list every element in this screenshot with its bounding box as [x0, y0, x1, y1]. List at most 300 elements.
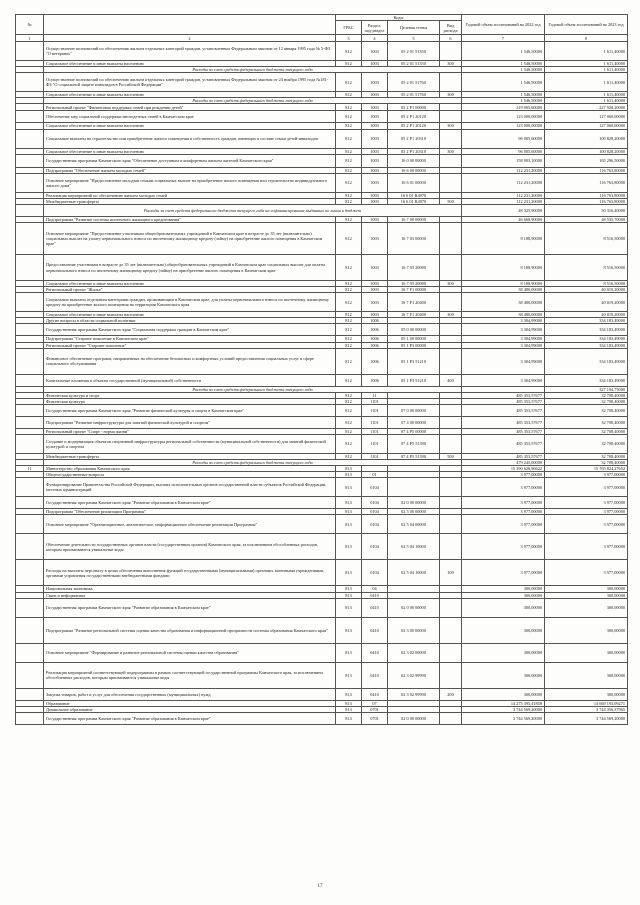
codes-group-header: Коды	[336, 15, 462, 21]
cell-vol2022: 485 353,57677	[462, 453, 545, 459]
cell-vr: 200	[440, 688, 462, 700]
cell-name: Государственная программа Камчатского края "Развитие физической культуры и спорта в Камчатском крае"	[44, 404, 336, 416]
table-row	[16, 129, 628, 148]
cell-grbs: 813	[336, 534, 362, 560]
col-vol2023-header: Годовой объем ассигнований на 2023 год	[545, 15, 628, 35]
cell-vr	[440, 348, 462, 374]
cell-vr	[440, 497, 462, 509]
cell-vol2022: 485 353,57677	[462, 398, 545, 404]
cell-cs: 02 5 00 00000	[388, 509, 440, 515]
cell-razdel: 1003	[362, 198, 388, 204]
cell-vol2022: 3 304,99000	[462, 336, 545, 342]
cell-num	[16, 497, 44, 509]
cell-name: Основное мероприятие "Предоставление участникам общеобразовательных учреждений в Камчатском крае в возрасте до 35 лет (включительно) социальных выплат на уплату первоначального взноса по ипотечному жилищному кредиту (займу) на приобретение жилого помещения в Камчатском крае"	[44, 223, 336, 255]
cell-name: Обеспечение деятельности государственных органов власти (государственных органов) Камчатского края, за исключением обособленных расходов, которым присваиваются уникальные коды	[44, 534, 336, 560]
cell-grbs: 812	[336, 61, 362, 67]
cell-grbs: 813	[336, 643, 362, 662]
cell-name: Социальное обеспечение и иные выплаты населению	[44, 61, 336, 67]
cell-grbs: 813	[336, 515, 362, 534]
cell-cs: 07 4 P5 51390	[388, 453, 440, 459]
cell-cs: 16 6 01 00000	[388, 173, 440, 192]
cell-vol2023: 334 183,49000	[545, 348, 628, 374]
cell-vol2022: 485 353,57677	[462, 392, 545, 398]
cell-vol2023: 3 744 356,37965	[545, 706, 628, 712]
cell-name: Реализация мероприятий соответствующей подпрограммы в рамках соответствующей государственной программы Камчатского края, за исключением обособленных расходов, которым присваиваются уникальные коды	[44, 662, 336, 688]
cell-cs: 02 0 00 00000	[388, 497, 440, 509]
cell-vol2022: 300,00000	[462, 688, 545, 700]
cell-vol2022: 1 546,50000	[462, 42, 545, 61]
cell-grbs: 812	[336, 192, 362, 198]
cell-grbs: 812	[336, 287, 362, 293]
cell-cs: 02 3 02 99990	[388, 662, 440, 688]
cell-cs: 05 1 00 00000	[388, 336, 440, 342]
col-grbs-header: ГРБС	[336, 21, 362, 35]
cell-vol2022: 485 353,57677	[462, 434, 545, 453]
table-row	[16, 662, 628, 688]
cell-name: Реализация мероприятий по обеспечению жильем молодых семей	[44, 192, 336, 198]
cell-vol2023: 127 060,00000	[545, 111, 628, 123]
cell-vol2022: 1 546,50000	[462, 61, 545, 67]
cell-name: Социальное обеспечение и иные выплаты населению	[44, 312, 336, 318]
cell-vol2022: 14 275 395,41858	[462, 700, 545, 706]
cell-vol2022: 123 000,00000	[462, 123, 545, 129]
cell-vol2022: 3 304,99000	[462, 342, 545, 348]
cell-vr	[440, 617, 462, 643]
cell-vol2022: 48 325,90000	[462, 204, 545, 216]
cell-vol2023: 32 708,40000	[545, 428, 628, 434]
cell-vol2022: 38 480,00000	[462, 312, 545, 318]
cell-cs: 05 2 P1 20120	[388, 111, 440, 123]
cell-razdel: 1006	[362, 318, 388, 324]
cell-vol2023: 1 611,40000	[545, 67, 628, 73]
cell-name: Региональный проект "Финансовая поддержка семей при рождении детей"	[44, 104, 336, 111]
cell-razdel: 1003	[362, 255, 388, 281]
cell-vr	[440, 515, 462, 534]
col-name-header	[44, 15, 336, 35]
cell-name: Функционирование Правительства Российской Федерации, высших исполнительных органов государственной власти субъектов Российской Федерации, местных администраций	[44, 478, 336, 497]
cell-grbs: 812	[336, 428, 362, 434]
cell-name: Государственная программа Камчатского края "Обеспечение доступным и комфортным жильем жителей Камчатского края"	[44, 154, 336, 167]
cell-vol2022: 38 480,00000	[462, 287, 545, 293]
cell-cs: 07 4 00 00000	[388, 416, 440, 428]
cell-razdel: 1101	[362, 434, 388, 453]
cell-num	[16, 154, 44, 167]
cell-grbs: 812	[336, 404, 362, 416]
cell-razdel: 0104	[362, 478, 388, 497]
cell-razdel: 1003	[362, 129, 388, 148]
cell-note: Расходы за счет средств федерального бюджета текущего года	[44, 386, 462, 392]
cell-razdel: 04	[362, 586, 388, 592]
table-row	[16, 293, 628, 312]
cell-cs: 16 0 00 00000	[388, 154, 440, 167]
cell-razdel: 1101	[362, 416, 388, 428]
cell-name: Дошкольное образование	[44, 706, 336, 712]
table-row	[16, 434, 628, 453]
cell-cs: 05 1 P3 00000	[388, 342, 440, 348]
cell-vr	[440, 73, 462, 92]
cell-num	[16, 348, 44, 374]
cell-num	[16, 478, 44, 497]
cell-cs: 16 7 03 00000	[388, 223, 440, 255]
cell-cs: 02 5 04 00000	[388, 515, 440, 534]
cell-razdel: 1006	[362, 342, 388, 348]
cell-vr: 300	[440, 61, 462, 67]
cell-razdel: 1003	[362, 293, 388, 312]
cell-razdel: 1101	[362, 404, 388, 416]
cell-vr	[440, 223, 462, 255]
cell-name: Финансовое обеспечение программ, направленных на обеспечение безопасных и комфортных условий предоставления социальных услуг в сфере социального обслуживания	[44, 348, 336, 374]
cell-vol2022: 96 005,60000	[462, 148, 545, 154]
cell-cs: 07 4 P5 51390	[388, 434, 440, 453]
cell-grbs: 813	[336, 688, 362, 700]
cell-cs: 05 0 00 00000	[388, 324, 440, 336]
cell-grbs: 812	[336, 129, 362, 148]
cell-vr	[440, 643, 462, 662]
table-row	[16, 643, 628, 662]
cell-note: Расходы за счет средств федерального бюджета текущего года	[44, 67, 462, 73]
cell-razdel: 11	[362, 392, 388, 398]
cell-cs: 05 2 P1 00000	[388, 104, 440, 111]
cell-grbs: 813	[336, 478, 362, 497]
cell-vol2023: 300,00000	[545, 592, 628, 598]
cell-cs: 05 2 P1 20120	[388, 123, 440, 129]
cell-razdel: 1003	[362, 281, 388, 287]
cell-vol2022: 3 977,00000	[462, 478, 545, 497]
cell-num	[16, 598, 44, 617]
cell-name: Социальное обеспечение и иные выплаты населению	[44, 148, 336, 154]
cell-vol2023: 1 611,40000	[545, 73, 628, 92]
cell-grbs: 813	[336, 706, 362, 712]
cell-vol2023: 334 183,49000	[545, 318, 628, 324]
cell-vol2022: 8 188,90000	[462, 281, 545, 287]
cell-vol2023: 334 183,49000	[545, 324, 628, 336]
cell-name: Создание и модернизация объектов спортивной инфраструктуры региональной собственности (муниципальной собственности) для занятий физической культурой и спортом	[44, 434, 336, 453]
table-row	[16, 348, 628, 374]
cell-grbs: 812	[336, 434, 362, 453]
cell-vol2023: 50 316,40000	[545, 204, 628, 216]
cell-cs: 16 7 F1 20400	[388, 293, 440, 312]
cell-grbs: 813	[336, 617, 362, 643]
cell-name: Общегосударственные вопросы	[44, 472, 336, 478]
cell-vr: 100	[440, 560, 462, 586]
cell-grbs: 812	[336, 198, 362, 204]
cell-num	[16, 129, 44, 148]
cell-cs: 05 2 01 51760	[388, 92, 440, 98]
cell-note: Расходы за счет средств федерального бюджета текущего года	[44, 98, 462, 104]
cell-vol2022: 112 231,20000	[462, 173, 545, 192]
cell-vol2023: 334 183,49000	[545, 336, 628, 342]
cell-cs	[388, 478, 440, 497]
cell-vol2023: 300,00000	[545, 598, 628, 617]
cell-name: Осуществление полномочий по обеспечению жильем отдельных категорий граждан, установленных Федеральным законом от 24 ноября 1995 года №181-ФЗ "О социальной защите инвалидов в Российской Федерации"	[44, 73, 336, 92]
cell-razdel: 1003	[362, 287, 388, 293]
cell-vol2022: 123 000,00000	[462, 111, 545, 123]
cell-cs: 05 1 P3 51210	[388, 348, 440, 374]
cell-vr	[440, 154, 462, 167]
cell-razdel: 0410	[362, 592, 388, 598]
cell-name: Региональный проект "Жилье"	[44, 287, 336, 293]
cell-name: Социальные выплаты отдельным категориям граждан, проживающим в Камчатском крае, для уплаты первоначального взноса по ипотечному жилищному кредиту на приобретение жилого помещения на территории Камчатского края	[44, 293, 336, 312]
cell-vol2022: 3 744 569,20000	[462, 712, 545, 724]
cell-grbs: 812	[336, 123, 362, 129]
cell-razdel: 1006	[362, 348, 388, 374]
cell-vol2023: 32 708,40000	[545, 416, 628, 428]
cell-grbs: 813	[336, 509, 362, 515]
cell-razdel: 1003	[362, 92, 388, 98]
cell-num	[16, 104, 44, 111]
cell-vol2023: 48 535,70000	[545, 216, 628, 222]
cell-vr	[440, 598, 462, 617]
cell-grbs: 812	[336, 336, 362, 342]
cell-num	[16, 255, 44, 281]
cell-num	[16, 662, 44, 688]
cell-grbs: 813	[336, 466, 362, 472]
cell-grbs: 813	[336, 560, 362, 586]
table-row	[16, 617, 628, 643]
cell-cs: 05 2 01 51760	[388, 73, 440, 92]
table-body	[16, 42, 628, 725]
cell-name: Подпрограмма "Обеспечение жильем молодых семей"	[44, 167, 336, 173]
cell-vol2023: 3 744 569,20000	[545, 712, 628, 724]
col-cs-header: Целевая статья	[388, 21, 440, 35]
cell-name: Социальное обеспечение и иные выплаты населению	[44, 123, 336, 129]
cell-razdel: 1101	[362, 398, 388, 404]
cell-vol2023: 32 708,40000	[545, 392, 628, 398]
cell-razdel: 0104	[362, 515, 388, 534]
col-vol2022-header: Годовой объем ассигнований на 2022 год	[462, 15, 545, 35]
col-num-header: №	[16, 15, 44, 35]
cell-grbs: 812	[336, 255, 362, 281]
cell-vol2023: 32 708,40000	[545, 434, 628, 453]
cell-name: Образование	[44, 700, 336, 706]
cell-vr: 300	[440, 123, 462, 129]
cell-num	[16, 560, 44, 586]
table-row	[16, 515, 628, 534]
cell-name: Связь и информатика	[44, 592, 336, 598]
cell-vr	[440, 404, 462, 416]
col-razdel-header: Раздел, под-раздел	[362, 21, 388, 35]
cell-name: Региональный проект "Спорт - норма жизни"	[44, 428, 336, 434]
cell-vol2022: 3 304,99000	[462, 374, 545, 386]
cell-vol2023: 127 060,00000	[545, 123, 628, 129]
cell-razdel: 0410	[362, 598, 388, 617]
table-row	[16, 73, 628, 92]
cell-razdel: 1003	[362, 123, 388, 129]
cell-vol2023: 3 977,00000	[545, 534, 628, 560]
cell-razdel: 1003	[362, 42, 388, 61]
cell-grbs: 812	[336, 42, 362, 61]
cell-vr: 300	[440, 281, 462, 287]
cell-name: Предоставление участникам в возрасте до 35 лет (включительно) общеобразовательных учреждений в Камчатском крае социальных выплат для оплаты первоначального взноса по ипотечному жилищному кредиту (займу) на приобретение жилого помещения в Камчатском крае	[44, 255, 336, 281]
cell-vol2022: 1 546,50000	[462, 92, 545, 98]
cell-vol2022: 300,00000	[462, 586, 545, 592]
cell-name: Государственная программа Камчатского края "Развитие образования в Камчатском крае"	[44, 712, 336, 724]
cell-num	[16, 374, 44, 386]
cell-vr	[440, 104, 462, 111]
cell-vol2022: 3 977,00000	[462, 472, 545, 478]
cell-razdel: 0104	[362, 509, 388, 515]
cell-vr	[440, 434, 462, 453]
cell-razdel: 07	[362, 700, 388, 706]
cell-cs: 02 0 00 00000	[388, 598, 440, 617]
cell-vol2023: 300,00000	[545, 643, 628, 662]
cell-vol2023: 300,00000	[545, 617, 628, 643]
table-row	[16, 204, 628, 216]
cell-vol2022: 3 977,00000	[462, 560, 545, 586]
cell-razdel: 1003	[362, 73, 388, 92]
cell-cs: 16 6 00 00000	[388, 167, 440, 173]
cell-vol2023: 8 516,50000	[545, 223, 628, 255]
cell-razdel: 0410	[362, 643, 388, 662]
cell-grbs: 812	[336, 92, 362, 98]
cell-vr	[440, 293, 462, 312]
cell-num	[16, 204, 44, 216]
cell-grbs: 813	[336, 472, 362, 478]
cell-razdel: 0104	[362, 497, 388, 509]
cell-vol2022: 300,00000	[462, 592, 545, 598]
cell-grbs: 812	[336, 453, 362, 459]
cell-name: Расходы на выплаты персоналу в целях обеспечения выполнения функций государственными (муниципальными) органами, казенными учреждениями, органами управления государственными внебюджетными фондами	[44, 560, 336, 586]
cell-vol2022: 112 231,20000	[462, 198, 545, 204]
cell-num	[16, 111, 44, 123]
table-row	[16, 111, 628, 123]
table-row	[16, 404, 628, 416]
cell-name: Межбюджетные трансферты	[44, 453, 336, 459]
cell-vol2022: 158 903,10000	[462, 154, 545, 167]
cell-vol2023: 3 977,00000	[545, 478, 628, 497]
cell-vol2023: 8 516,50000	[545, 281, 628, 287]
cell-grbs: 812	[336, 392, 362, 398]
cell-grbs: 812	[336, 111, 362, 123]
table-row	[16, 324, 628, 336]
cell-razdel: 1003	[362, 312, 388, 318]
cell-vol2022: 479 245,00000	[462, 460, 545, 466]
cell-vol2022: 3 304,99000	[462, 324, 545, 336]
cell-vol2022: 485 353,57677	[462, 416, 545, 428]
cell-vol2023: 1 611,40000	[545, 61, 628, 67]
cell-cs: 16 7 00 00000	[388, 216, 440, 222]
cell-num	[16, 173, 44, 192]
cell-vol2023: 32 708,40000	[545, 460, 628, 466]
cell-name: Капитальные вложения в объекты государственной (муниципальной) собственности	[44, 374, 336, 386]
cell-vr	[440, 712, 462, 724]
cell-cs: 02 3 02 00000	[388, 643, 440, 662]
cell-grbs: 813	[336, 662, 362, 688]
cell-name: Государственная программа Камчатского края "Развитие образования в Камчатском крае"	[44, 497, 336, 509]
cell-vol2023: 3 977,00000	[545, 560, 628, 586]
cell-vol2023: 40 019,20000	[545, 293, 628, 312]
cell-vol2023: 3 977,00000	[545, 472, 628, 478]
cell-name: Подпрограмма "Развитие инфраструктуры для занятий физической культурой и спортом"	[44, 416, 336, 428]
cell-razdel: 1101	[362, 453, 388, 459]
cell-vol2023: 8 516,50000	[545, 255, 628, 281]
cell-vol2023: 32 708,40000	[545, 404, 628, 416]
cell-vol2023: 3 977,00000	[545, 497, 628, 509]
cell-grbs: 812	[336, 318, 362, 324]
cell-razdel: 0104	[362, 560, 388, 586]
cell-num	[16, 293, 44, 312]
cell-grbs: 812	[336, 416, 362, 428]
cell-razdel: 1003	[362, 223, 388, 255]
cell-vr	[440, 324, 462, 336]
cell-razdel: 1003	[362, 192, 388, 198]
cell-vr	[440, 416, 462, 428]
cell-cs: 16 7 F1 20400	[388, 312, 440, 318]
cell-razdel: 0410	[362, 617, 388, 643]
cell-name: Социальное обеспечение и иные выплаты населению	[44, 92, 336, 98]
cell-vol2023: 40 019,20000	[545, 287, 628, 293]
cell-note: Расходы за счет средств федерального бюджета текущего года на софинансирование выданных по линии в бюджет	[44, 204, 462, 216]
cell-name: Подпрограмма "Развитие региональной системы оценки качества образования и информационной прозрачности системы образования Камчатского края"	[44, 617, 336, 643]
cell-cs: 02 3 00 00000	[388, 617, 440, 643]
cell-razdel: 0410	[362, 688, 388, 700]
cell-name: Осуществление полномочий по обеспечению жильем отдельных категорий граждан, установленных Федеральным законом от 12 января 1995 года № 5-ФЗ "О ветеранах"	[44, 42, 336, 61]
cell-razdel: 1003	[362, 104, 388, 111]
cell-vol2022: 300,00000	[462, 617, 545, 643]
cell-grbs: 813	[336, 712, 362, 724]
cell-num	[16, 712, 44, 724]
cell-vol2022: 112 231,20000	[462, 167, 545, 173]
cell-vol2023: 15 765 824,27652	[545, 466, 628, 472]
cell-name: Межбюджетные трансферты	[44, 198, 336, 204]
column-index-row: 1 2 3 4 5 6 7 8	[16, 35, 628, 42]
cell-grbs: 812	[336, 348, 362, 374]
cell-cs: 16 7 03 20080	[388, 255, 440, 281]
cell-cs: 16 7 03 20080	[388, 281, 440, 287]
cell-name: Подпрограмма "Обеспечение реализации Программы"	[44, 509, 336, 515]
table-row	[16, 534, 628, 560]
cell-name: Подпрограмма "Старшее поколение в Камчатском крае"	[44, 336, 336, 342]
cell-razdel: 1003	[362, 154, 388, 167]
cell-vol2022: 485 353,57677	[462, 404, 545, 416]
cell-vol2023: 334 183,49000	[545, 342, 628, 348]
cell-name: Основное мероприятие "Организационное, аналитическое, информационное обеспечение реализации Программы"	[44, 515, 336, 534]
cell-grbs: 812	[336, 167, 362, 173]
cell-razdel: 1003	[362, 61, 388, 67]
table-row	[16, 374, 628, 386]
cell-num	[16, 688, 44, 700]
cell-vr	[440, 173, 462, 192]
cell-num	[16, 223, 44, 255]
cell-name: Закупка товаров, работ и услуг для обеспечения государственных (муниципальных) нужд	[44, 688, 336, 700]
cell-grbs: 812	[336, 148, 362, 154]
cell-razdel: 1003	[362, 216, 388, 222]
cell-vol2022: 1 546,50000	[462, 73, 545, 92]
cell-vol2023: 3 977,00000	[545, 509, 628, 515]
cell-note: Расходы за счет средств федерального бюджета текущего года	[44, 460, 462, 466]
cell-vol2022: 3 304,99000	[462, 348, 545, 374]
cell-cs: 05 2 01 51350	[388, 42, 440, 61]
cell-vol2023: 227 928,20000	[545, 104, 628, 111]
cell-vol2022: 8 188,90000	[462, 223, 545, 255]
cell-vol2022: 219 005,60000	[462, 104, 545, 111]
cell-num	[16, 416, 44, 428]
cell-cs: 05 1 P3 51210	[388, 374, 440, 386]
cell-vol2022: 3 977,00000	[462, 534, 545, 560]
cell-vol2023: 32 708,40000	[545, 453, 628, 459]
table-row	[16, 173, 628, 192]
cell-grbs: 812	[336, 324, 362, 336]
cell-name: Основное мероприятие "Предоставление молодым семьям социальных выплат на приобретение жилого помещения или строительство индивидуального жилого дома"	[44, 173, 336, 192]
cell-vol2023: 334 183,49000	[545, 374, 628, 386]
cell-grbs: 813	[336, 497, 362, 509]
cell-grbs: 812	[336, 281, 362, 287]
cell-vol2022: 485 353,57677	[462, 428, 545, 434]
cell-vol2022: 1 546,50000	[462, 98, 545, 104]
cell-name: Физическая культура и спорт	[44, 392, 336, 398]
cell-grbs: 812	[336, 398, 362, 404]
cell-vol2022: 300,00000	[462, 643, 545, 662]
